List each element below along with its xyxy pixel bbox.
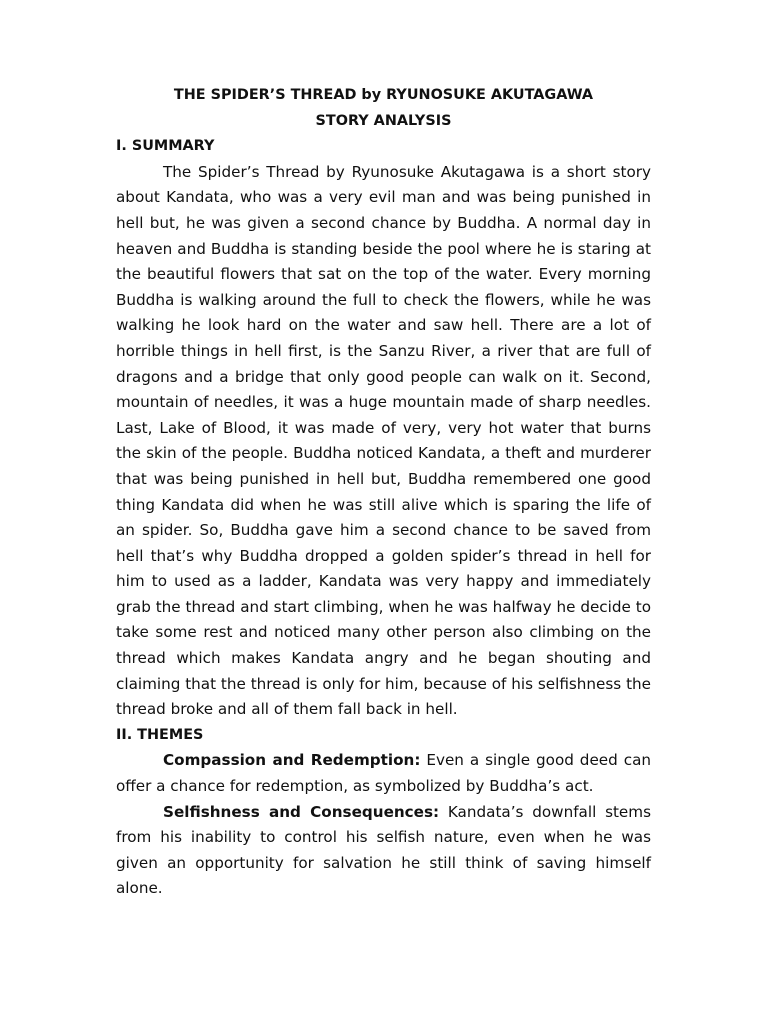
themes-heading: II. THEMES [116,726,204,743]
summary-paragraph: The Spider’s Thread by Ryunosuke Akutagawa is a short story about Kandata, who was a very evil man and was being punished in hell but, he was given a second chance by Buddha. A normal day in heaven and Buddha is standing beside the pool where he is staring at the beautiful flowers that sat on the top of the water. Every morning Buddha is walking around the full to check the flowers, while he was walking he look hard on the water and saw hell. There are a lot of horrible things in hell first, is the Sanzu River, a river that are full of dragons and a bridge that only good people can walk on it. Second, mountain of needles, it was a huge mountain made of sharp needles. Last, Lake of Blood, it was made of very, very hot water that burns the skin of the people. Buddha noticed Kandata, a theft and murderer that was being punished in hell but, Buddha remembered one good thing Kandata did when he was still alive which is sparing the life of an spider. So, Buddha gave him a second chance to be saved from hell that’s why Buddha dropped a golden spider’s thread in hell for him to used as a ladder, Kandata was very happy and immediately grab the thread and start climbing, when he was halfway he decide to take some rest and noticed many other person also climbing on the thread which makes Kandata angry and he began shouting and claiming that the thread is only for him, because of his selfishness the thread broke and all of them fall back in hell. [116,162,651,719]
document-page [116,83,651,902]
document-subtitle: STORY ANALYSIS [315,112,452,129]
theme-text-selfishness: Kandata’s downfall stems from his inability to control his selfish nature, even when he was given an opportunity for salvation he still think of saving himself alone. [116,802,651,898]
theme-label-compassion: Compassion and Redemption: [163,751,421,770]
theme-paragraph-selfishness [116,800,651,902]
theme-label-selfishness: Selfishness and Consequences: [163,802,440,821]
theme-paragraph-compassion [116,748,651,799]
theme-text-compassion: Even a single good deed can offer a chance for redemption, as symbolized by Buddha’s act. [116,751,651,796]
summary-heading: I. SUMMARY [116,138,215,155]
document-title: THE SPIDER’S THREAD by RYUNOSUKE AKUTAGAWA [173,87,594,103]
